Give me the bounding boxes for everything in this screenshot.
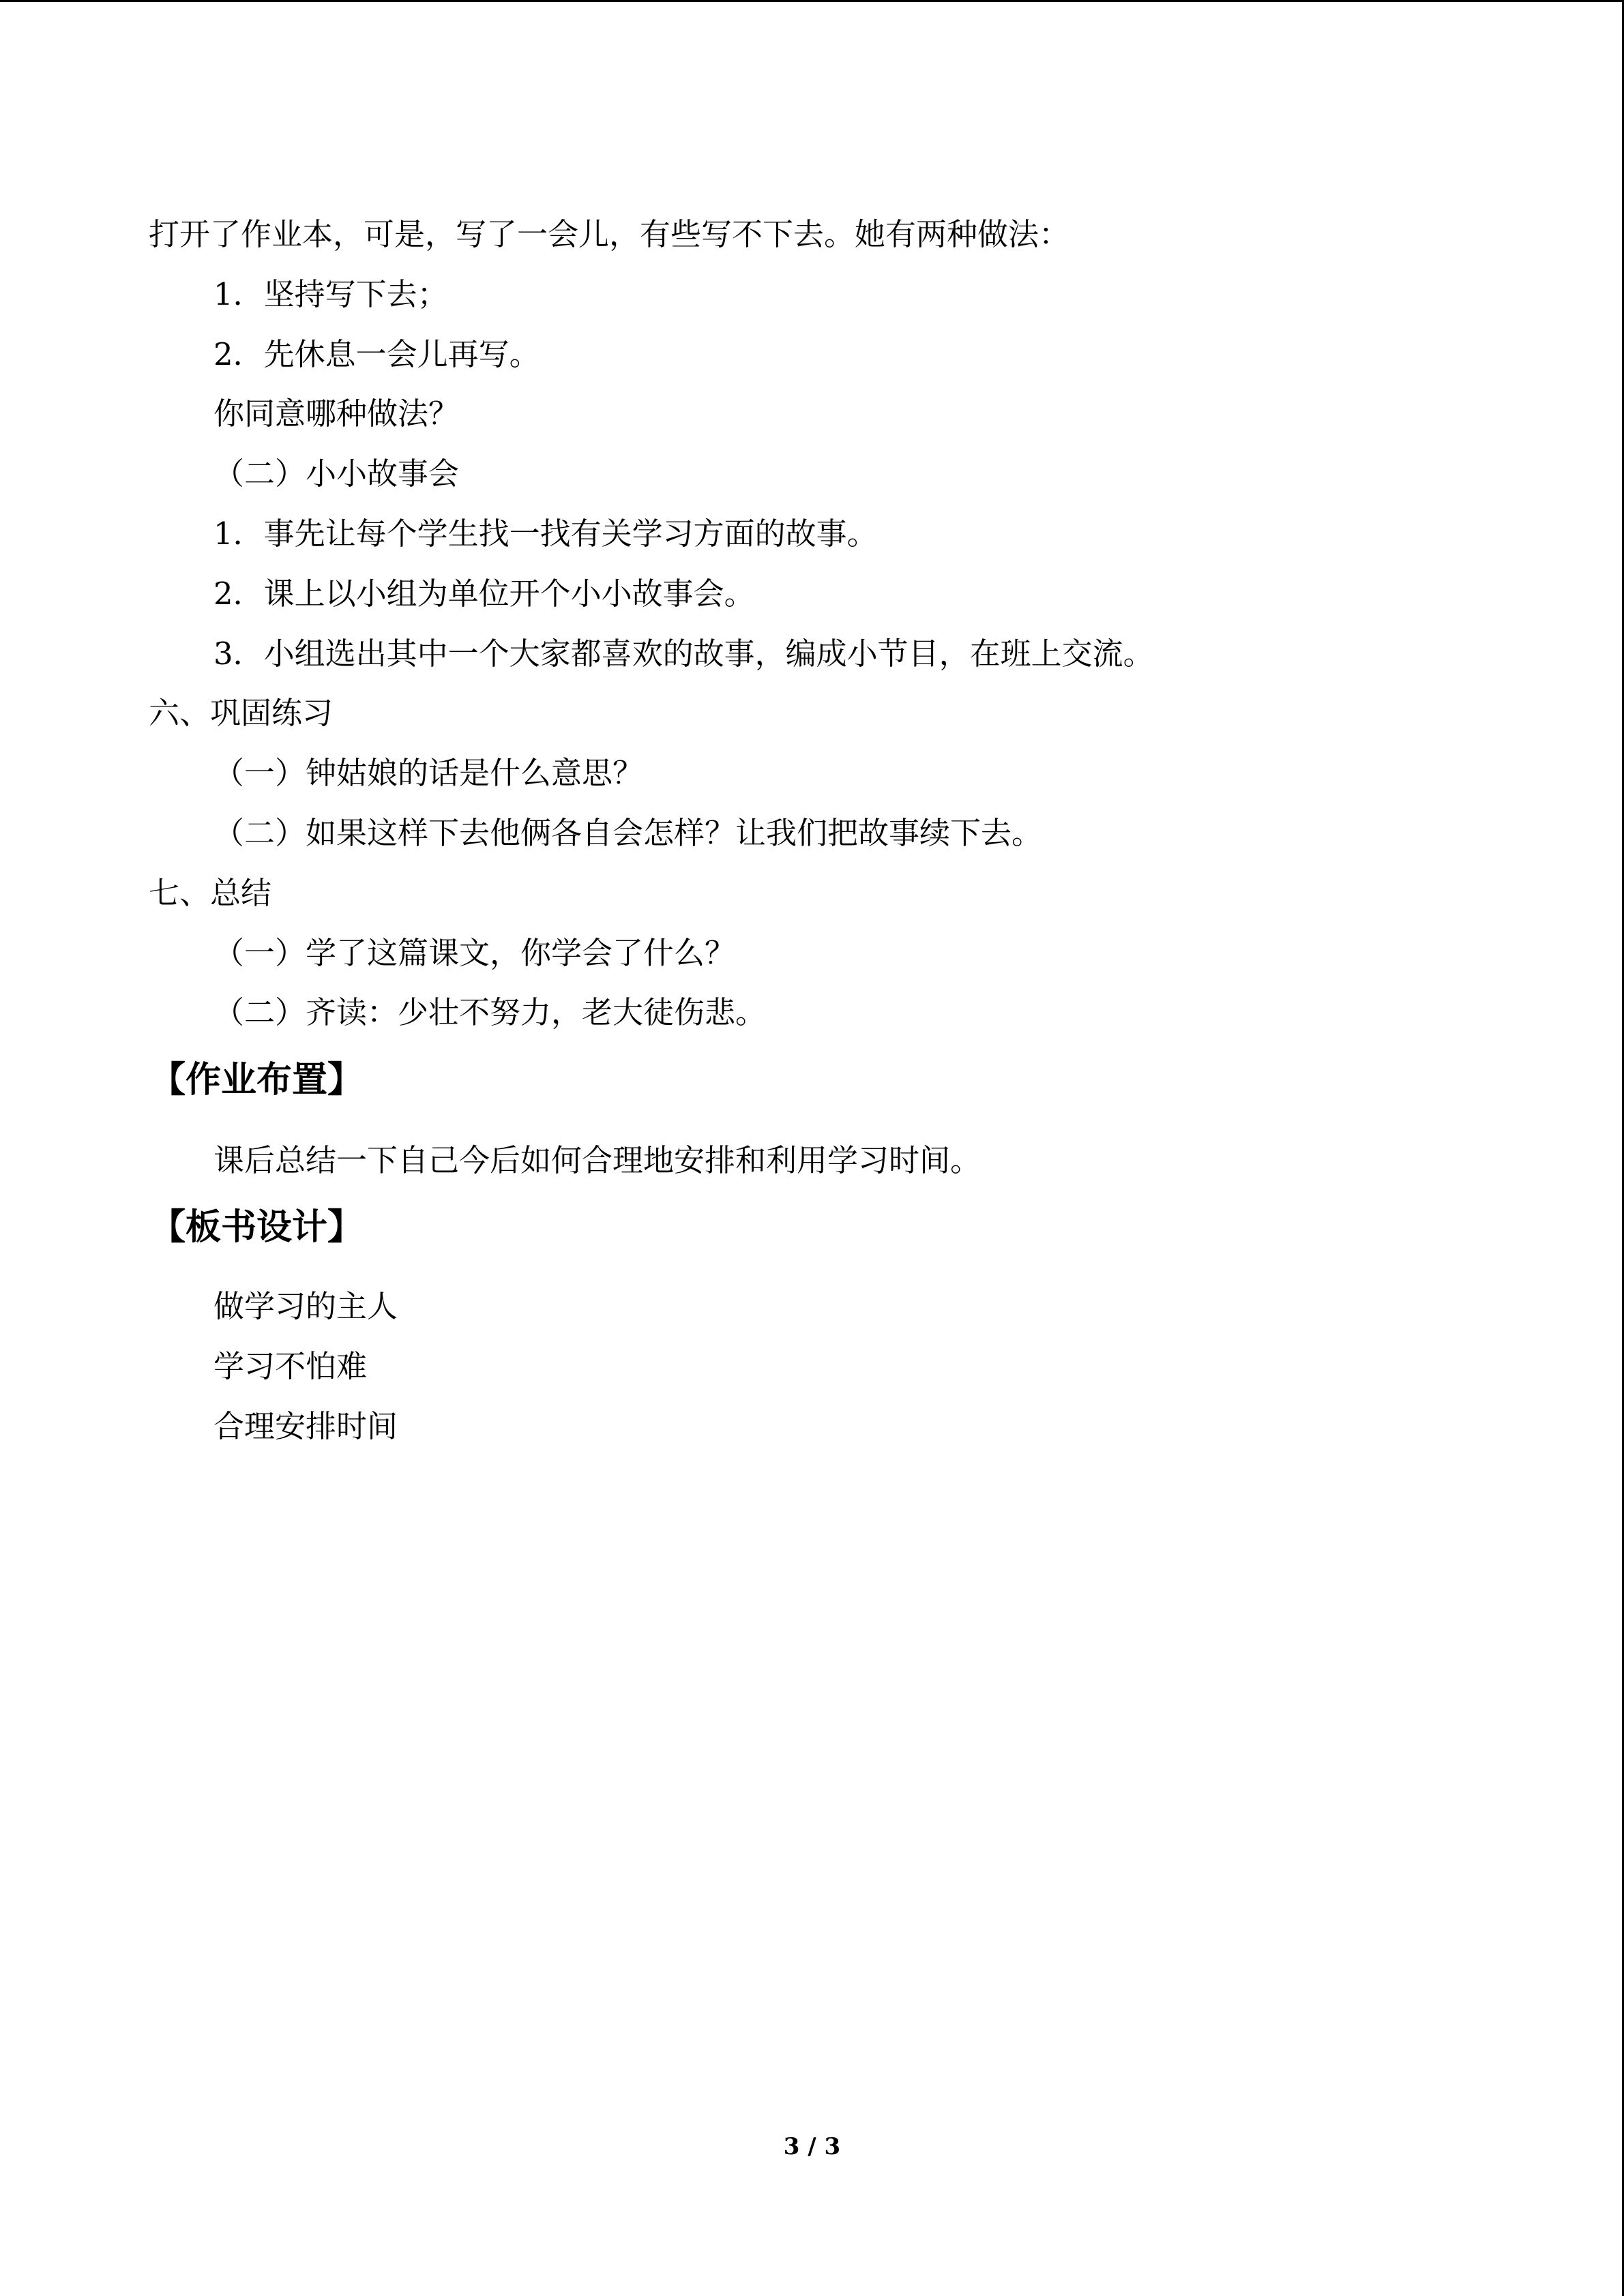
question-text: 你同意哪种做法？ xyxy=(213,396,460,432)
subsection-item: （一）钟姑娘的话是什么意思？ xyxy=(213,755,644,791)
homework-text: 课后总结一下自己今后如何合理地安排和利用学习时间。 xyxy=(213,1142,981,1178)
list-item: 2．课上以小组为单位开个小小故事会。 xyxy=(213,576,755,612)
page-number: 3 / 3 xyxy=(783,2133,841,2160)
subsection-item: （二）齐读：少壮不努力，老大徒伤悲。 xyxy=(213,994,767,1030)
board-item: 合理安排时间 xyxy=(213,1408,398,1444)
subsection-item: （二）如果这样下去他俩各自会怎样？让我们把故事续下去。 xyxy=(213,815,1043,851)
paragraph-continuation: 打开了作业本，可是，写了一会儿，有些写不下去。她有两种做法： xyxy=(149,216,1070,252)
list-item: 1．事先让每个学生找一找有关学习方面的故事。 xyxy=(213,516,878,552)
board-item: 学习不怕难 xyxy=(213,1348,368,1384)
section-title: 六、巩固练习 xyxy=(149,695,334,731)
list-item: 3．小组选出其中一个大家都喜欢的故事，编成小节目，在班上交流。 xyxy=(213,636,1154,672)
board-item: 做学习的主人 xyxy=(213,1288,398,1324)
list-item: 1．坚持写下去； xyxy=(213,276,448,312)
board-design-heading: 【板书设计】 xyxy=(150,1207,364,1248)
subsection-title: （二）小小故事会 xyxy=(213,456,460,492)
list-item: 2．先休息一会儿再写。 xyxy=(213,336,540,372)
homework-heading: 【作业布置】 xyxy=(150,1060,364,1101)
section-title: 七、总结 xyxy=(149,875,272,911)
subsection-item: （一）学了这篇课文，你学会了什么？ xyxy=(213,935,736,971)
